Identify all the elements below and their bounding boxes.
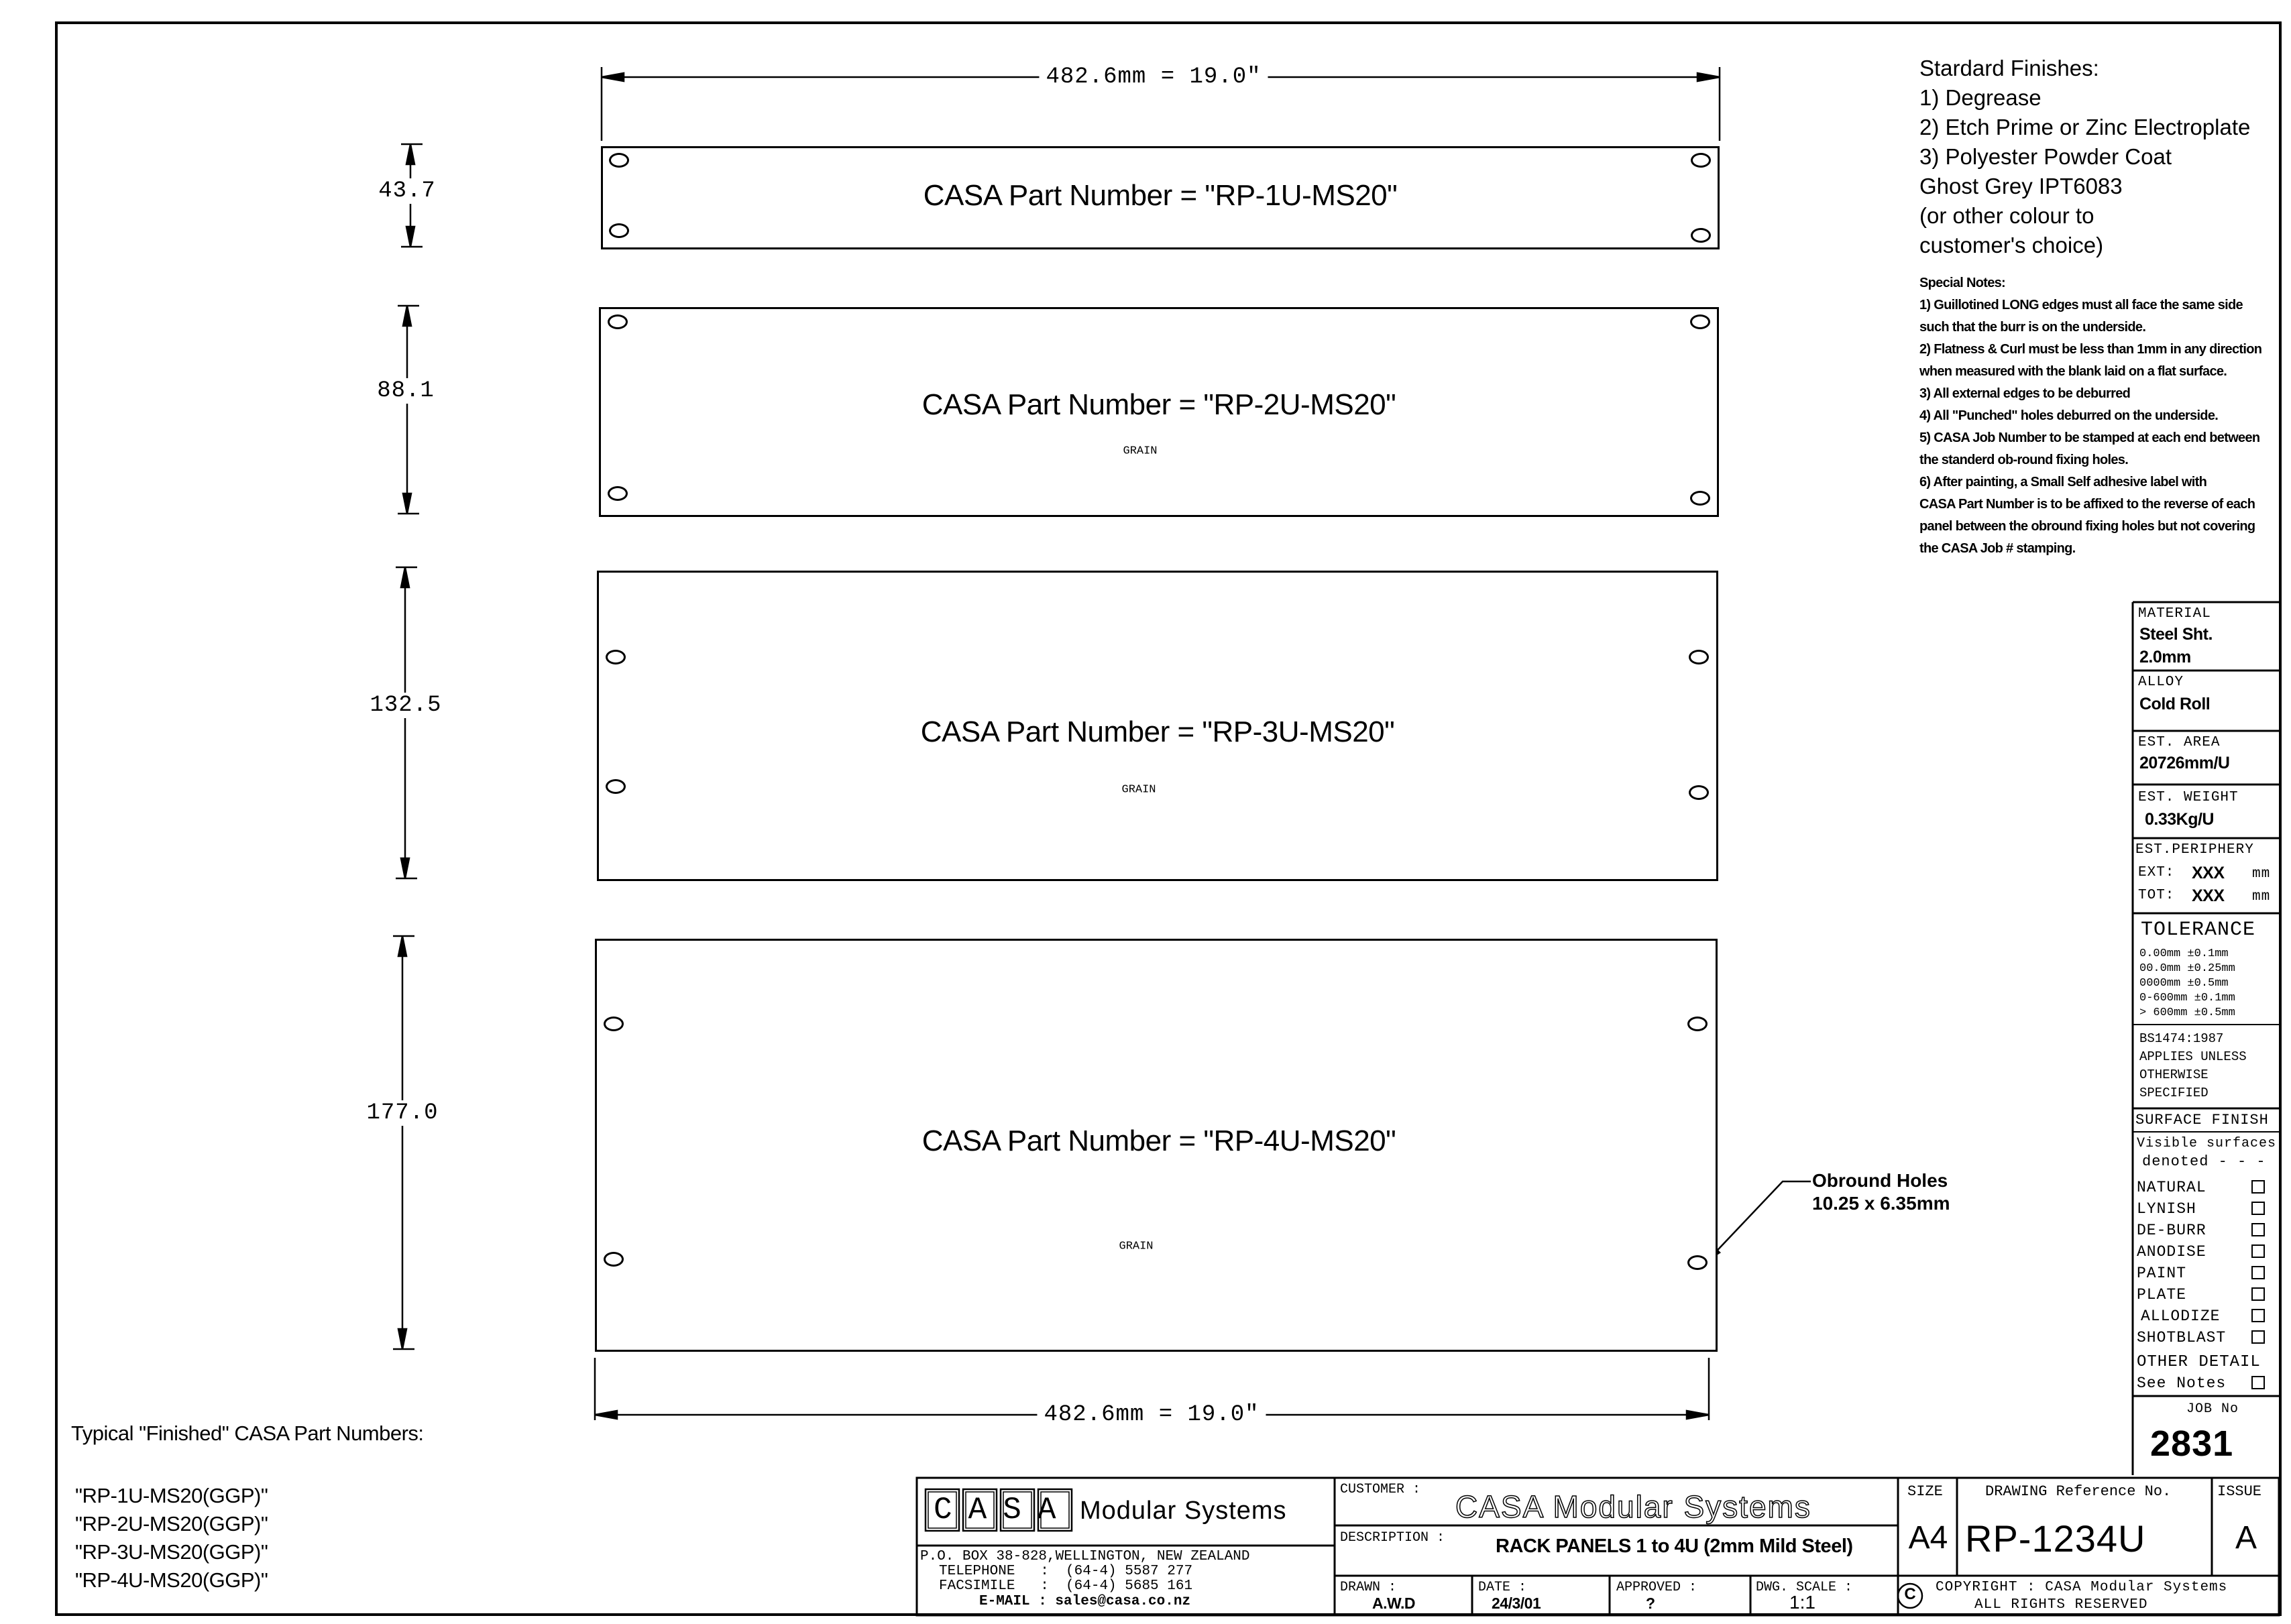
drawing-ref-label: DRAWING Reference No. (1985, 1483, 2172, 1500)
material-thickness: 2.0mm (2139, 648, 2191, 666)
company-telephone: TELEPHONE : (64-4) 5587 277 (939, 1564, 1193, 1579)
standard-line: APPLIES UNLESS (2139, 1049, 2247, 1064)
standard-line: SPECIFIED (2139, 1086, 2209, 1100)
casa-logo-text: CASA (934, 1493, 1072, 1527)
part-number-1u: CASA Part Number = "RP-1U-MS20" (923, 179, 1398, 212)
obround-callout-line2: 10.25 x 6.35mm (1812, 1193, 1950, 1214)
copyright-line2: ALL RIGHTS RESERVED (1974, 1597, 2148, 1613)
finish-item: (or other colour to (1919, 203, 2094, 228)
date-value: 24/3/01 (1492, 1594, 1541, 1612)
ext-value: XXX (2192, 864, 2225, 882)
copyright-icon: C (1904, 1585, 1916, 1603)
checkbox-label-paint: PAINT (2137, 1265, 2187, 1282)
note-line: the CASA Job # stamping. (1919, 541, 2076, 556)
height-2u-label: 88.1 (377, 378, 435, 404)
visible-surfaces-line: Visible surfaces (2137, 1136, 2277, 1151)
drawing-ref-value: RP-1234U (1965, 1517, 2146, 1560)
checkbox-label-natural: NATURAL (2137, 1179, 2206, 1196)
date-label: DATE : (1478, 1580, 1527, 1595)
scale-label: DWG. SCALE : (1756, 1580, 1853, 1595)
finishes-heading: Stardard Finishes: (1919, 56, 2099, 80)
finished-part-item: "RP-3U-MS20(GGP)" (75, 1540, 268, 1564)
material-label: MATERIAL (2138, 606, 2211, 622)
checkbox-label-anodise: ANODISE (2137, 1243, 2206, 1261)
note-line: the standerd ob-round fixing holes. (1919, 453, 2129, 467)
grain-label: GRAIN (1117, 445, 1162, 458)
casa-logo (926, 1489, 1072, 1531)
customer-label: CUSTOMER : (1340, 1482, 1421, 1497)
alloy-value: Cold Roll (2139, 695, 2211, 713)
see-notes-label: See Notes (2137, 1375, 2227, 1392)
note-line: 2) Flatness & Curl must be less than 1mm in any direction (1919, 342, 2262, 357)
tot-label: TOT: (2138, 888, 2175, 903)
height-4u-label: 177.0 (366, 1100, 439, 1126)
est-periphery-label: EST.PERIPHERY (2135, 842, 2254, 858)
part-number-4u: CASA Part Number = "RP-4U-MS20" (921, 1124, 1396, 1157)
finish-item: 3) Polyester Powder Coat (1919, 144, 2172, 169)
finish-item: 1) Degrease (1919, 85, 2042, 110)
standard-line: BS1474:1987 (2139, 1031, 2224, 1046)
copyright-line1: COPYRIGHT : CASA Modular Systems (1936, 1580, 2228, 1595)
drawn-value: A.W.D (1372, 1594, 1415, 1612)
note-line: panel between the obround fixing holes but not covering (1919, 519, 2255, 534)
est-area-label: EST. AREA (2138, 735, 2221, 750)
est-weight-label: EST. WEIGHT (2138, 790, 2239, 805)
est-weight-value: 0.33Kg/U (2145, 810, 2214, 829)
alloy-label: ALLOY (2138, 675, 2184, 690)
overall-width-bottom-label: 482.6mm = 19.0" (1037, 1402, 1266, 1428)
other-detail-label: OTHER DETAIL (2137, 1353, 2261, 1371)
note-line: CASA Part Number is to be affixed to the reverse of each (1919, 497, 2255, 512)
note-line: 1) Guillotined LONG edges must all face the same side (1919, 298, 2243, 312)
ext-label: EXT: (2138, 865, 2175, 880)
denoted-line: denoted - - - (2142, 1153, 2266, 1170)
material-value: Steel Sht. (2139, 625, 2213, 644)
est-area-value: 20726mm/U (2139, 754, 2230, 772)
note-line: 6) After painting, a Small Self adhesive label with (1919, 475, 2207, 489)
checkbox-label-shotblast: SHOTBLAST (2137, 1329, 2227, 1346)
part-number-2u: CASA Part Number = "RP-2U-MS20" (921, 388, 1396, 421)
company-address: P.O. BOX 38-828,WELLINGTON, NEW ZEALAND (920, 1549, 1250, 1564)
special-notes-heading: Special Notes: (1919, 276, 2006, 290)
checkbox-label-allodize: ALLODIZE (2141, 1308, 2221, 1325)
finish-item: customer's choice) (1919, 233, 2104, 257)
checkbox-label-deburr: DE-BURR (2137, 1222, 2206, 1239)
description-label: DESCRIPTION : (1340, 1530, 1445, 1546)
note-line: such that the burr is on the underside. (1919, 320, 2146, 335)
note-line: 4) All "Punched" holes deburred on the underside. (1919, 408, 2219, 423)
finished-parts-heading: Typical "Finished" CASA Part Numbers: (71, 1422, 424, 1445)
note-line: 3) All external edges to be deburred (1919, 386, 2131, 401)
standard-line: OTHERWISE (2139, 1067, 2209, 1082)
finish-item: Ghost Grey IPT6083 (1919, 174, 2123, 198)
size-label: SIZE (1907, 1483, 1943, 1500)
issue-label: ISSUE (2217, 1483, 2262, 1500)
drawn-label: DRAWN : (1340, 1580, 1397, 1595)
company-name: Modular Systems (1080, 1497, 1287, 1525)
company-email: E-MAIL : sales@casa.co.nz (979, 1594, 1191, 1609)
company-facsimile: FACSIMILE : (64-4) 5685 161 (939, 1578, 1193, 1594)
checkbox-label-lynish: LYNISH (2137, 1200, 2196, 1218)
ext-unit: mm (2252, 866, 2271, 882)
height-3u-label: 132.5 (370, 693, 442, 718)
grain-label: GRAIN (1116, 784, 1161, 797)
height-1u-label: 43.7 (378, 178, 436, 204)
size-value: A4 (1908, 1520, 1948, 1556)
note-line: 5) CASA Job Number to be stamped at each end between (1919, 430, 2260, 445)
note-line: when measured with the blank laid on a flat surface. (1919, 364, 2227, 379)
customer-value: CASA Modular Systems (1455, 1489, 1811, 1524)
tolerance-line: 0.00mm ±0.1mm (2139, 947, 2229, 960)
checkbox-label-plate: PLATE (2137, 1286, 2187, 1303)
tolerance-line: 00.0mm ±0.25mm (2139, 962, 2235, 975)
tolerance-label: TOLERANCE (2141, 919, 2256, 941)
scale-value: 1:1 (1789, 1592, 1815, 1613)
finished-part-item: "RP-4U-MS20(GGP)" (75, 1568, 268, 1592)
tolerance-line: 0000mm ±0.5mm (2139, 977, 2229, 990)
overall-width-top-label: 482.6mm = 19.0" (1039, 64, 1268, 90)
grain-label: GRAIN (1113, 1240, 1158, 1253)
part-number-3u: CASA Part Number = "RP-3U-MS20" (920, 715, 1395, 748)
issue-value: A (2235, 1520, 2257, 1556)
surface-finish-label: SURFACE FINISH (2135, 1112, 2269, 1128)
approved-label: APPROVED : (1616, 1580, 1697, 1595)
job-number-label: JOB No (2186, 1401, 2239, 1417)
description-value: RACK PANELS 1 to 4U (2mm Mild Steel) (1496, 1535, 1853, 1557)
finished-part-item: "RP-1U-MS20(GGP)" (75, 1484, 268, 1507)
tot-value: XXX (2192, 886, 2225, 905)
job-number-value: 2831 (2150, 1424, 2234, 1464)
approved-value: ? (1646, 1594, 1655, 1612)
tolerance-line: 0-600mm ±0.1mm (2139, 992, 2235, 1004)
tolerance-line: > 600mm ±0.5mm (2139, 1006, 2235, 1019)
finish-item: 2) Etch Prime or Zinc Electroplate (1919, 115, 2251, 139)
tot-unit: mm (2252, 889, 2271, 905)
finished-part-item: "RP-2U-MS20(GGP)" (75, 1512, 268, 1535)
obround-callout-line1: Obround Holes (1812, 1170, 1948, 1191)
